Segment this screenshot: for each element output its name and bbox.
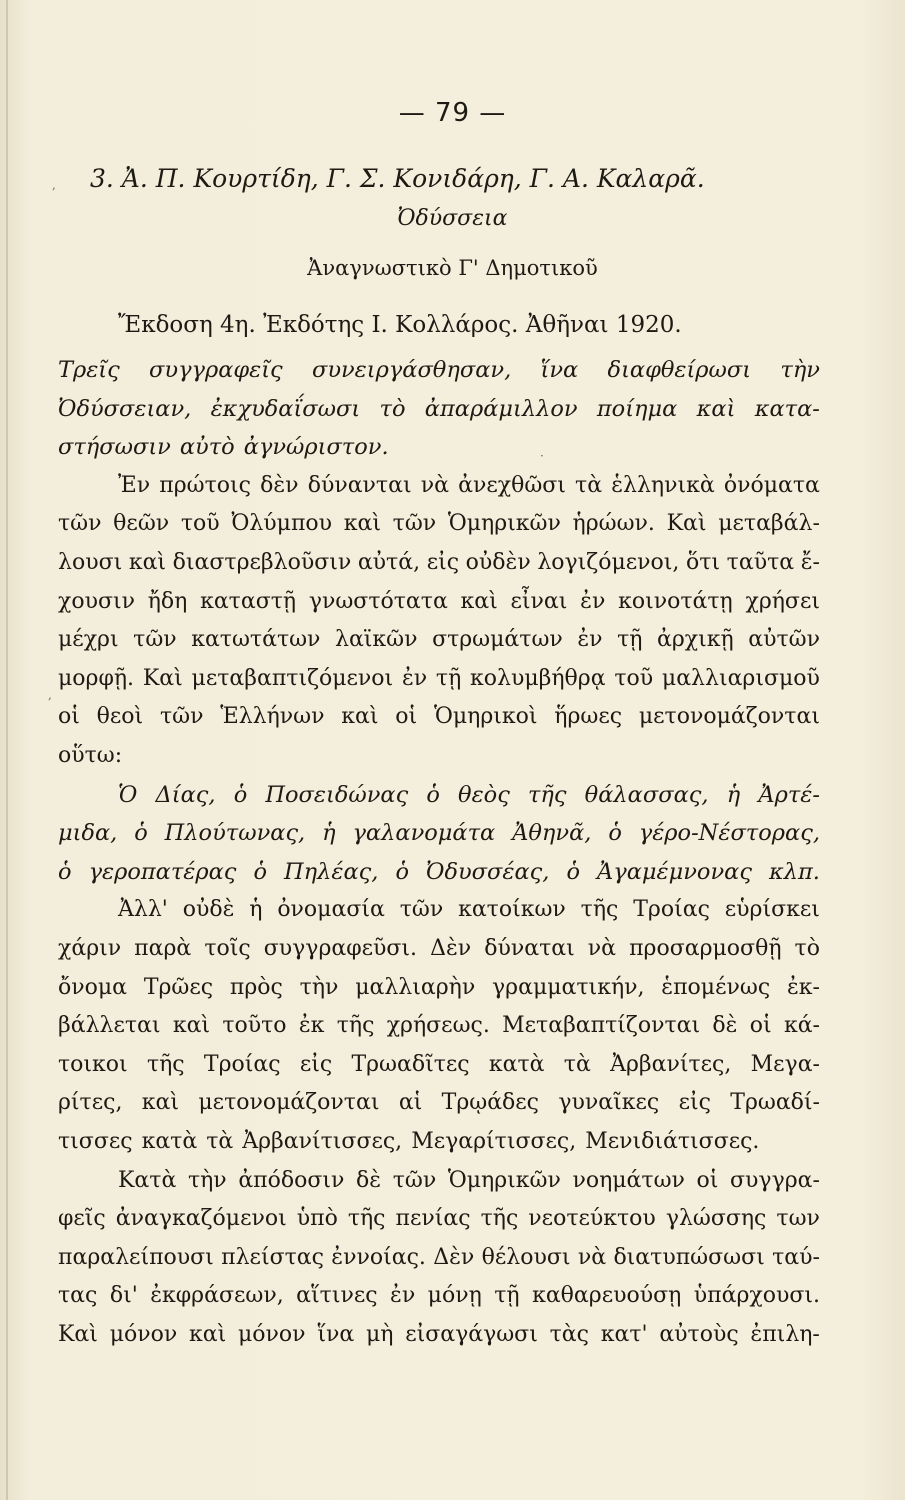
word: ρίτες,	[58, 1090, 123, 1115]
word: ἀγνώριστον.	[243, 434, 389, 460]
word: Καὶ	[142, 666, 183, 691]
word: μαλλιαρὴν	[355, 975, 476, 1000]
word: καὶ	[141, 1090, 180, 1115]
word: θέλουσι	[481, 1245, 571, 1270]
word: αὐτοὺς	[659, 1322, 739, 1347]
word: τοῦτο	[222, 1013, 287, 1038]
word: ἐκ	[298, 1013, 325, 1038]
word: ἵνα	[540, 357, 579, 383]
text-line	[58, 931, 820, 967]
stray-mark: ·	[540, 449, 544, 463]
word: παρὰ	[134, 936, 192, 961]
word: κατ'	[600, 1322, 648, 1347]
word: ὁ	[134, 820, 148, 846]
word: ἑπομένως	[661, 975, 771, 1000]
word: λογιζόμενοι,	[537, 550, 680, 575]
word: Ἀρβανίτες,	[610, 1052, 732, 1077]
word: Δὲν	[430, 936, 472, 961]
word: Δίας,	[155, 782, 216, 808]
word: χάριν	[58, 936, 122, 961]
text-line	[118, 1163, 820, 1199]
word: νεοτεύκτου	[528, 1206, 656, 1231]
word: μορφῇ.	[58, 666, 135, 691]
word: κατωτάτων	[191, 627, 321, 652]
word: δὲ	[712, 1013, 738, 1038]
word: τῶν	[159, 704, 204, 729]
word: εἰς	[299, 1052, 333, 1077]
word: τὰ	[563, 1052, 591, 1077]
word: τισσες	[58, 1129, 133, 1154]
word: στήσωσιν	[58, 434, 171, 460]
word: ἵνα	[317, 1322, 355, 1347]
word: Καὶ	[666, 511, 707, 536]
word: τὴν	[780, 357, 820, 383]
word: ὄνομα	[58, 975, 128, 1000]
word: ἡ	[726, 782, 741, 808]
word: τῇ	[494, 1283, 520, 1308]
word: ἀπαράμιλλον	[424, 396, 578, 422]
word: Ἀλλ'	[118, 897, 168, 922]
word: Δὲν	[433, 1245, 475, 1270]
word: τοῦ	[180, 511, 220, 536]
word: ἀνεχθῶσι	[458, 473, 566, 498]
word: ἥρωες	[554, 704, 623, 729]
word: εἰσαγάγωσι	[405, 1322, 538, 1347]
word: τῇ	[435, 666, 462, 691]
word: γεροπατέρας	[88, 859, 237, 885]
word: καὶ	[343, 511, 381, 536]
word: νὰ	[577, 1245, 607, 1270]
word: θεῶν	[113, 511, 170, 536]
word: γυναῖκες	[558, 1090, 660, 1115]
word: ὑπάρχουσι.	[693, 1283, 820, 1308]
word: Ὀδυσσέας,	[426, 859, 550, 885]
text-line	[58, 622, 820, 658]
text-line	[58, 1317, 820, 1353]
word: Πηλέας,	[284, 859, 379, 885]
word: μαλλιαρισμοῦ	[661, 666, 820, 691]
word: χρήσεως.	[386, 1013, 490, 1038]
word: ὁ	[233, 782, 248, 808]
word: Ὁμηρικοὶ	[433, 704, 538, 729]
word: ἡ	[322, 820, 336, 846]
stray-mark: ,	[48, 688, 52, 702]
word: οὐδὲ	[182, 897, 235, 922]
word: κατὰ	[488, 1052, 545, 1077]
word: εἰς	[678, 1090, 711, 1115]
word: Τροίας	[633, 897, 710, 922]
word: χουσιν	[58, 589, 135, 614]
word: ἀρχικῇ	[657, 627, 734, 652]
word: δὲ	[356, 1168, 382, 1193]
word: Ὀδύσσειαν,	[58, 396, 192, 422]
text-line	[58, 1278, 820, 1314]
entry-title: Ὀδύσσεια	[397, 206, 508, 231]
word: ὑπὸ	[296, 1206, 338, 1231]
word: καθαρευούσῃ	[532, 1283, 682, 1308]
word: τῆς	[480, 1206, 519, 1231]
word: Ὁμηρικῶν	[447, 1168, 561, 1193]
word: τὸ	[794, 936, 820, 961]
word: Ὁ	[118, 782, 138, 808]
word: γέρο-Νέστορας,	[638, 820, 820, 846]
text-line	[58, 1047, 820, 1083]
word: Ἀγαμέμνονας	[597, 859, 752, 885]
word: δὲν	[260, 473, 299, 498]
word: νοημάτων	[572, 1168, 685, 1193]
word: μετονομάζονται	[638, 704, 820, 729]
word: αὐτά,	[357, 550, 421, 575]
word: Καὶ	[58, 1322, 98, 1347]
word: ἐν	[580, 589, 606, 614]
word: ἐννοίας.	[331, 1245, 426, 1270]
word: Τρωαδί-	[730, 1090, 820, 1115]
word: τῆς	[580, 897, 619, 922]
word: Ποσειδώνας	[265, 782, 409, 808]
word: ὁ	[608, 820, 622, 846]
word: μόνον	[109, 1322, 178, 1347]
text-line	[58, 854, 820, 890]
word: τῆς	[146, 1052, 185, 1077]
word: των	[776, 1206, 820, 1231]
word: Τρῶες	[143, 975, 214, 1000]
word: εἶναι	[510, 589, 568, 614]
word: συγγραφεῖς	[149, 357, 283, 383]
word: θεὸς	[458, 782, 510, 808]
word: ἐκφράσεων,	[150, 1283, 284, 1308]
word: τας	[58, 1283, 98, 1308]
word: τοικοι	[58, 1052, 128, 1077]
word: κατα-	[754, 396, 820, 422]
word: κατὰ	[141, 1129, 198, 1154]
word: ὁ	[253, 859, 267, 885]
word: Ὀλύμπου	[231, 511, 333, 536]
text-line	[118, 777, 820, 813]
text-line	[58, 352, 820, 388]
word: πλείστας	[221, 1245, 324, 1270]
word: τῆς	[347, 1206, 386, 1231]
text-line	[58, 391, 820, 427]
word: γραμματικήν,	[492, 975, 645, 1000]
word: ὀνόματα	[723, 473, 820, 498]
word: Ἀθηνᾶ,	[512, 820, 592, 846]
text-line	[58, 1008, 820, 1044]
word: ἀναγκαζόμενοι	[115, 1206, 287, 1231]
word: τῶν	[58, 511, 102, 536]
word: παραλείπουσι	[58, 1245, 214, 1270]
word: γλώσσης	[665, 1206, 767, 1231]
word: βάλλεται	[58, 1013, 161, 1038]
word: ἀπόδοσιν	[238, 1168, 345, 1193]
word: τὴν	[187, 1168, 227, 1193]
word: οὐδὲν	[465, 550, 531, 575]
word: δύναται	[484, 936, 575, 961]
word: ἐν	[577, 627, 603, 652]
word: καὶ	[172, 1013, 211, 1038]
word: δι'	[109, 1283, 138, 1308]
word: τῶν	[133, 627, 177, 652]
word: κολυμβήθρᾳ	[470, 666, 606, 691]
word: Ὁμηρικῶν	[447, 511, 561, 536]
word: τὴν	[299, 975, 339, 1000]
word: Μεγα-	[750, 1052, 820, 1077]
word: πρὸς	[229, 975, 283, 1000]
entry-edition: Ἔκδοση 4η. Ἐκδότης Ι. Κολλάρος. Ἀθῆναι 1920.	[118, 312, 682, 338]
entry-subtitle: Ἀναγνωστικὸ Γ' Δημοτικοῦ	[307, 256, 598, 280]
word: τοῦ	[614, 666, 654, 691]
word: καταστῇ	[200, 589, 297, 614]
word: συνειργάσθησαν,	[311, 357, 512, 383]
word: κοινοτάτῃ	[618, 589, 733, 614]
word: Τρεῖς	[58, 357, 120, 383]
word: ἐν	[401, 666, 428, 691]
word: οὕτω:	[58, 743, 123, 768]
word: τῆς	[336, 1013, 375, 1038]
word: ἐν	[390, 1283, 416, 1308]
word: Ἀρβανίτισσες,	[242, 1129, 403, 1154]
word: προσαρμοσθῇ	[629, 936, 782, 961]
word: δύνανται	[307, 473, 412, 498]
word: κά-	[783, 1013, 820, 1038]
word: μόνον	[238, 1322, 306, 1347]
word: τῆς	[527, 782, 567, 808]
word: ὁ	[426, 782, 440, 808]
word: Μεγαρίτισσες,	[411, 1129, 577, 1154]
text-line	[118, 892, 820, 928]
word: Τρῳάδες	[441, 1090, 540, 1115]
word: μετονομάζονται	[198, 1090, 380, 1115]
word: Ἑλλήνων	[220, 704, 325, 729]
word: λουσι	[58, 550, 123, 575]
word: γαλανομάτα	[352, 820, 496, 846]
word: οἱ	[58, 704, 80, 729]
word: μιδα,	[58, 820, 118, 846]
text-line	[58, 1085, 820, 1121]
word: καὶ	[341, 704, 379, 729]
word: πρώτοις	[159, 473, 251, 498]
word: συγγραφεῦσι.	[263, 936, 418, 961]
text-line	[58, 545, 820, 581]
text-line	[58, 815, 820, 851]
word: αἱ	[398, 1090, 423, 1115]
word: ὀνομασία	[277, 897, 385, 922]
text-line	[58, 1240, 820, 1276]
word: ἑλληνικὰ	[611, 473, 715, 498]
word: τὰς	[549, 1322, 589, 1347]
word: ὅτι	[686, 550, 721, 575]
word: τοῖς	[204, 936, 251, 961]
word: ἐπιλη-	[750, 1322, 820, 1347]
word: αἵτινες	[296, 1283, 378, 1308]
word: Πλούτωνας,	[164, 820, 306, 846]
word: κατοίκων	[458, 897, 566, 922]
word: θάλασσας,	[584, 782, 709, 808]
text-line	[58, 1201, 820, 1237]
word: διαστρεβλοῦσιν	[172, 550, 352, 575]
word: φεῖς	[58, 1206, 106, 1231]
word: καὶ	[128, 550, 167, 575]
text-line	[118, 468, 820, 504]
word: τὰ	[206, 1129, 234, 1154]
word: τὰ	[575, 473, 603, 498]
word: μέχρι	[58, 627, 119, 652]
text-line	[58, 584, 820, 620]
stray-mark: ,	[52, 178, 56, 192]
word: διατυπώσωσι	[613, 1245, 765, 1270]
word: ἡ	[249, 897, 263, 922]
text-line	[58, 699, 820, 735]
word: χρήσει	[745, 589, 820, 614]
word: Ἀρτέ-	[758, 782, 820, 808]
word: τῶν	[392, 1168, 437, 1193]
word: Μεταβαπτίζονται	[502, 1013, 701, 1038]
word: στρωμάτων	[432, 627, 563, 652]
word: τὸ	[379, 396, 406, 422]
word: τῶν	[392, 511, 437, 536]
word: ταῦτα	[726, 550, 795, 575]
word: Μενιδιάτισσες.	[585, 1129, 760, 1154]
entry-heading: 3. Ἀ. Π. Κουρτίδη, Γ. Σ. Κονιδάρη, Γ. Α. Καλαρᾶ.	[90, 164, 705, 193]
word: Ἐν	[118, 473, 151, 498]
word: λαϊκῶν	[335, 627, 418, 652]
word: νὰ	[587, 936, 617, 961]
word: συγγρα-	[730, 1168, 820, 1193]
word: ὁ	[566, 859, 581, 885]
word: ταύ-	[772, 1245, 820, 1270]
word: ἐκχυδαΐσωσι	[210, 396, 361, 422]
word: Τρωαδῖτες	[351, 1052, 470, 1077]
word: οἱ	[395, 704, 418, 729]
word: καὶ	[460, 589, 498, 614]
word: νὰ	[420, 473, 449, 498]
word: θεοὶ	[96, 704, 144, 729]
word: γνωστότατα	[308, 589, 448, 614]
word: μεταβάλ-	[718, 511, 820, 536]
word: μὴ	[365, 1322, 394, 1347]
word: ἡρώων.	[572, 511, 655, 536]
word: καὶ	[696, 396, 736, 422]
text-line	[58, 738, 820, 774]
word: οἱ	[696, 1168, 719, 1193]
word: ἐκ-	[786, 975, 820, 1000]
word: καὶ	[189, 1322, 227, 1347]
word: τῇ	[617, 627, 643, 652]
text-line	[58, 661, 820, 697]
word: κλπ.	[769, 859, 820, 885]
word: ἔ-	[800, 550, 820, 575]
word: οἱ	[749, 1013, 772, 1038]
word: Τροίας	[203, 1052, 281, 1077]
word: εἰς	[426, 550, 460, 575]
word: αὐτὸ	[179, 434, 235, 460]
word: πενίας	[395, 1206, 471, 1231]
page-number: — 79 —	[398, 98, 507, 128]
word: διαφθείρωσι	[607, 357, 752, 383]
text-line	[58, 506, 820, 542]
word: εὑρίσκει	[724, 897, 820, 922]
word: τῶν	[399, 897, 444, 922]
word: ὁ	[395, 859, 409, 885]
word: ἤδη	[147, 589, 188, 614]
word: μόνῃ	[427, 1283, 482, 1308]
text-line	[58, 429, 820, 465]
text-line	[58, 970, 820, 1006]
word: Κατὰ	[118, 1168, 177, 1193]
word: ποίημα	[596, 396, 678, 422]
text-line	[58, 1124, 820, 1160]
word: μεταβαπτιζόμενοι	[191, 666, 394, 691]
word: αὐτῶν	[748, 627, 820, 652]
word: ὁ	[58, 859, 72, 885]
